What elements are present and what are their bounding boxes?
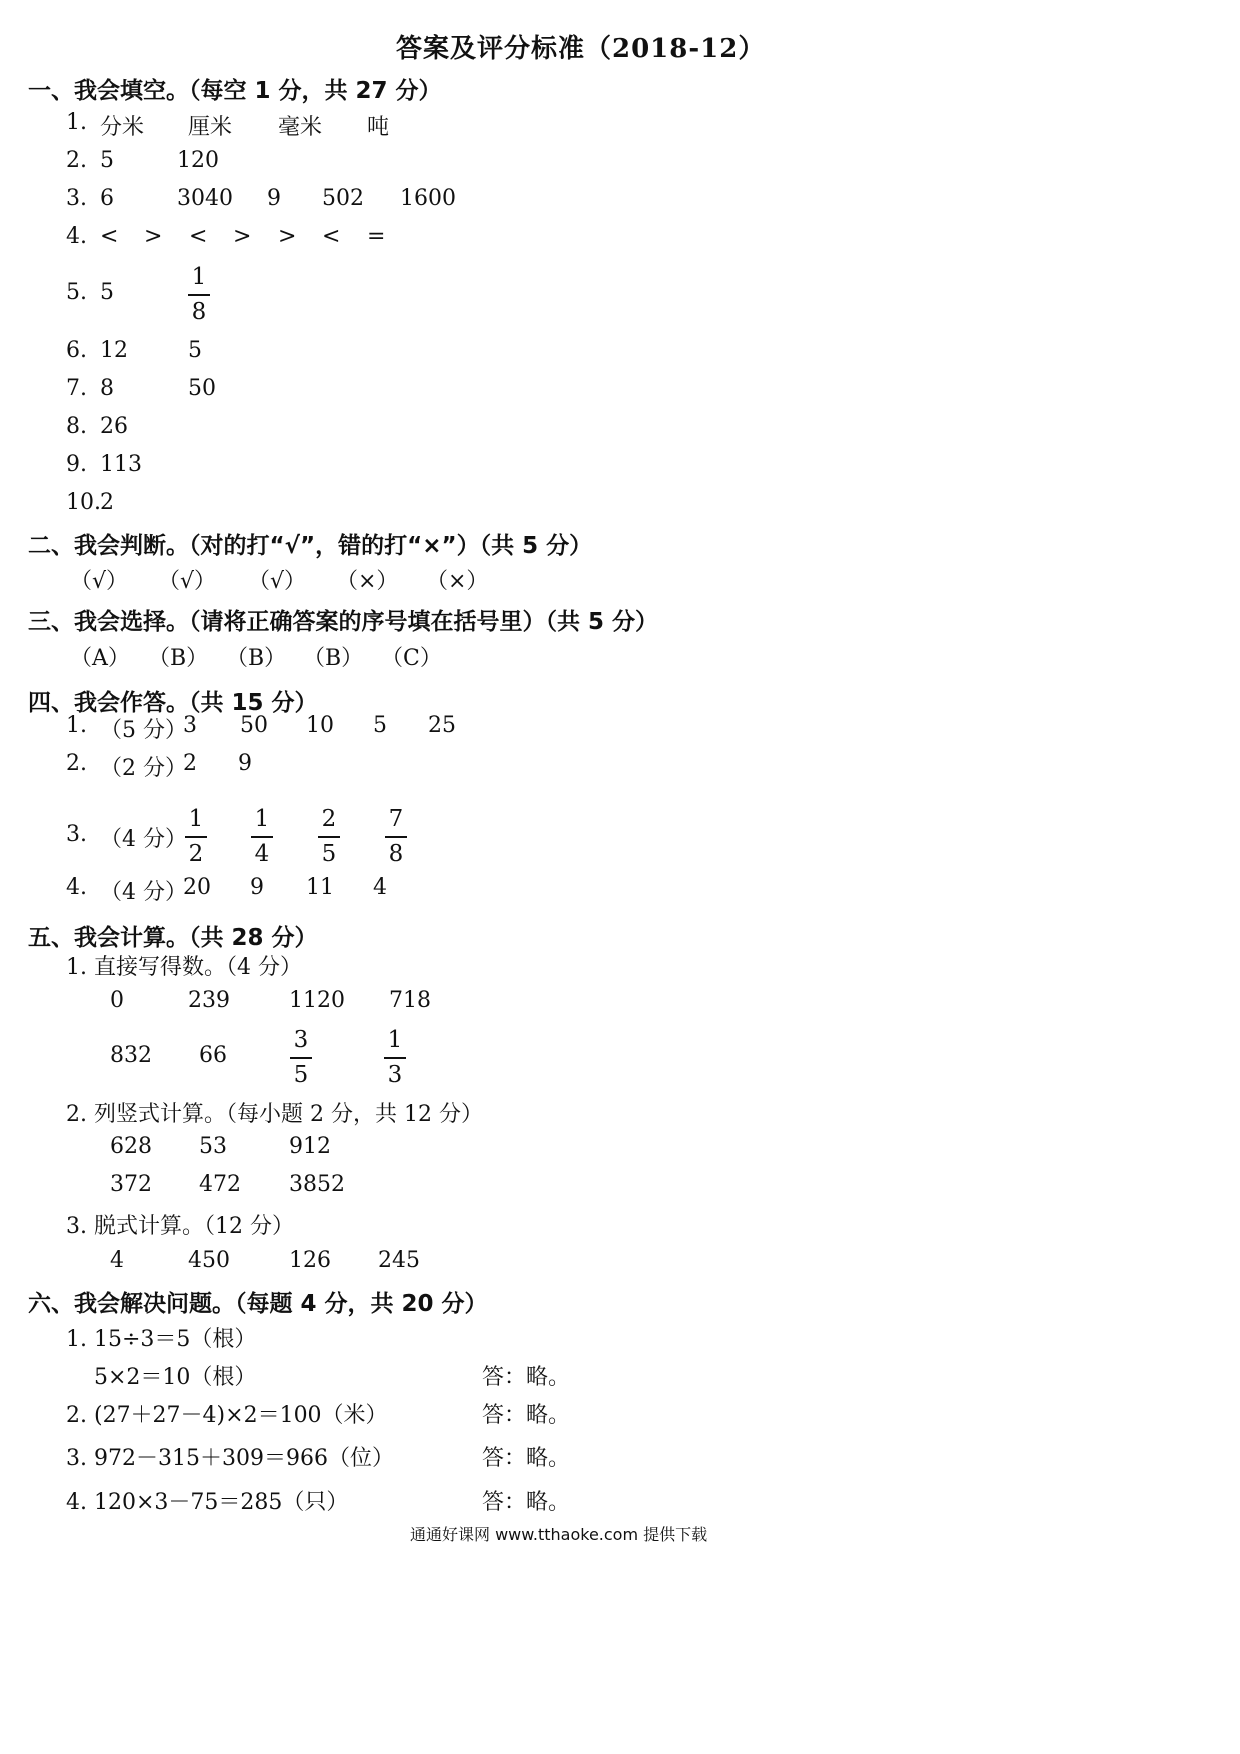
s1-q1-answer: 厘米	[188, 115, 233, 140]
s1-q10-number: 10.	[66, 490, 101, 515]
s4-q3-fraction	[318, 808, 340, 866]
fraction-numerator: 7	[388, 806, 404, 832]
fraction-denominator: 8	[388, 841, 404, 867]
s4-q4-answer: 20	[183, 875, 211, 900]
s5-part1-fraction	[384, 1029, 406, 1087]
section-4-heading: 四、我会作答。（共 15 分）	[28, 690, 318, 716]
s2-answer: （×）	[426, 569, 489, 594]
fraction-denominator: 4	[254, 841, 270, 867]
s4-q1-points: （5 分）	[100, 718, 187, 743]
s5-part1-answer: 0	[110, 988, 124, 1013]
section-2-heading: 二、我会判断。（对的打“√”，错的打“×”）（共 5 分）	[28, 533, 593, 559]
s1-q3-answer: 502	[322, 186, 364, 211]
s5-part1-answer: 66	[199, 1043, 227, 1068]
s4-q4-points: （4 分）	[100, 880, 187, 905]
s4-q3-fraction	[185, 808, 207, 866]
s6-q3-answer: 答：略。	[482, 1446, 571, 1471]
fraction-denominator: 5	[321, 841, 337, 867]
s3-answer: （A）	[70, 646, 130, 671]
s5-part1-answer: 718	[389, 988, 431, 1013]
s4-q4-answer: 4	[373, 875, 387, 900]
fraction-denominator: 2	[188, 841, 204, 867]
s3-answer: （C）	[381, 646, 442, 671]
s1-q8-number: 8.	[66, 414, 87, 439]
s4-q3-number: 3.	[66, 822, 87, 847]
s4-q1-answer: 5	[373, 713, 387, 738]
s1-q5-number: 5.	[66, 280, 87, 305]
section-3-heading: 三、我会选择。（请将正确答案的序号填在括号里）（共 5 分）	[28, 609, 659, 635]
s1-q2-answer: 5	[100, 148, 114, 173]
s1-q3-answer: 6	[100, 186, 114, 211]
s1-q4-answer: >	[144, 224, 163, 249]
s5-part2-answer: 3852	[289, 1172, 345, 1197]
s1-q3-number: 3.	[66, 186, 87, 211]
s4-q3-fraction	[251, 808, 273, 866]
s5-part3-answer: 126	[289, 1248, 331, 1273]
s1-q3-answer: 1600	[400, 186, 456, 211]
s4-q1-number: 1.	[66, 713, 87, 738]
s5-part3-answer: 245	[378, 1248, 420, 1273]
s4-q2-answer: 9	[238, 751, 252, 776]
s1-q10-answer: 2	[100, 490, 114, 515]
footer-source: 通通好课网 www.tthaoke.com 提供下载	[410, 1525, 708, 1544]
s1-q1-answer: 毫米	[278, 115, 323, 140]
s1-q2-number: 2.	[66, 148, 87, 173]
s1-q1-answer: 分米	[100, 115, 145, 140]
fraction-denominator: 3	[387, 1062, 403, 1088]
s1-q5-fraction	[188, 266, 210, 324]
s1-q3-answer: 9	[267, 186, 281, 211]
s5-part2-answer: 912	[289, 1134, 331, 1159]
s5-part2-answer: 628	[110, 1134, 152, 1159]
s1-q7-answer: 8	[100, 376, 114, 401]
s2-answer: （√）	[248, 569, 307, 594]
s4-q1-answer: 50	[240, 713, 268, 738]
s4-q4-number: 4.	[66, 875, 87, 900]
fraction-numerator: 1	[254, 806, 270, 832]
fraction-numerator: 1	[188, 806, 204, 832]
s6-q3: 3. 972－315＋309＝966（位）	[66, 1446, 394, 1471]
section-6-heading: 六、我会解决问题。（每题 4 分，共 20 分）	[28, 1291, 488, 1317]
s6-q2-answer: 答：略。	[482, 1403, 571, 1428]
s5-part1-answer: 832	[110, 1043, 152, 1068]
s1-q4-answer: <	[189, 224, 208, 249]
s1-q3-answer: 3040	[177, 186, 233, 211]
s3-answer: （B）	[226, 646, 287, 671]
s4-q1-answer: 25	[428, 713, 456, 738]
s1-q4-answer: <	[100, 224, 119, 249]
fraction-numerator: 1	[191, 264, 207, 290]
fraction-numerator: 1	[387, 1027, 403, 1053]
s1-q4-answer: =	[367, 224, 386, 249]
s1-q6-number: 6.	[66, 338, 87, 363]
fraction-denominator: 5	[293, 1062, 309, 1088]
s1-q4-answer: <	[322, 224, 341, 249]
s2-answer: （√）	[70, 569, 129, 594]
s6-q1-line2: 5×2＝10（根）	[94, 1365, 257, 1390]
s5-part2-answer: 372	[110, 1172, 152, 1197]
s5-part3-answer: 450	[188, 1248, 230, 1273]
section-1-heading: 一、我会填空。（每空 1 分，共 27 分）	[28, 78, 442, 104]
s5-part2-label: 2. 列竖式计算。（每小题 2 分，共 12 分）	[66, 1102, 483, 1127]
s2-answer: （×）	[336, 569, 399, 594]
s1-q4-number: 4.	[66, 224, 87, 249]
s4-q1-answer: 10	[306, 713, 334, 738]
s1-q8-answer: 26	[100, 414, 128, 439]
s5-part2-answer: 472	[199, 1172, 241, 1197]
s1-q6-answer: 12	[100, 338, 128, 363]
s3-answer: （B）	[148, 646, 209, 671]
s3-answer: （B）	[303, 646, 364, 671]
s4-q4-answer: 9	[250, 875, 264, 900]
s1-q1-answer: 吨	[367, 115, 390, 140]
s4-q2-points: （2 分）	[100, 756, 187, 781]
s5-part3-label: 3. 脱式计算。（12 分）	[66, 1214, 294, 1239]
s6-q2: 2. (27＋27－4)×2＝100（米）	[66, 1403, 388, 1428]
page-title: 答案及评分标准（2018-12）	[396, 34, 766, 64]
s1-q1-number: 1.	[66, 110, 87, 135]
s4-q3-fraction	[385, 808, 407, 866]
s5-part2-answer: 53	[199, 1134, 227, 1159]
fraction-denominator: 8	[191, 299, 207, 325]
fraction-numerator: 3	[293, 1027, 309, 1053]
s1-q7-answer: 50	[188, 376, 216, 401]
s6-q1-answer: 答：略。	[482, 1365, 571, 1390]
fraction-numerator: 2	[321, 806, 337, 832]
s4-q3-points: （4 分）	[100, 827, 187, 852]
s5-part1-answer: 239	[188, 988, 230, 1013]
s1-q5-answer: 5	[100, 280, 114, 305]
s5-part3-answer: 4	[110, 1248, 124, 1273]
s4-q4-answer: 11	[306, 875, 334, 900]
s6-q1-line1: 1. 15÷3＝5（根）	[66, 1327, 257, 1352]
s6-q4-answer: 答：略。	[482, 1490, 571, 1515]
s4-q2-number: 2.	[66, 751, 87, 776]
s1-q2-answer: 120	[177, 148, 219, 173]
s1-q4-answer: >	[278, 224, 297, 249]
s1-q4-answer: >	[233, 224, 252, 249]
s6-q4: 4. 120×3－75＝285（只）	[66, 1490, 349, 1515]
s5-part1-label: 1. 直接写得数。（4 分）	[66, 955, 302, 980]
s2-answer: （√）	[158, 569, 217, 594]
s5-part1-answer: 1120	[289, 988, 345, 1013]
s1-q9-number: 9.	[66, 452, 87, 477]
s1-q6-answer: 5	[188, 338, 202, 363]
s1-q7-number: 7.	[66, 376, 87, 401]
section-5-heading: 五、我会计算。（共 28 分）	[28, 925, 318, 951]
s4-q2-answer: 2	[183, 751, 197, 776]
s1-q9-answer: 113	[100, 452, 142, 477]
s5-part1-fraction	[290, 1029, 312, 1087]
s4-q1-answer: 3	[183, 713, 197, 738]
